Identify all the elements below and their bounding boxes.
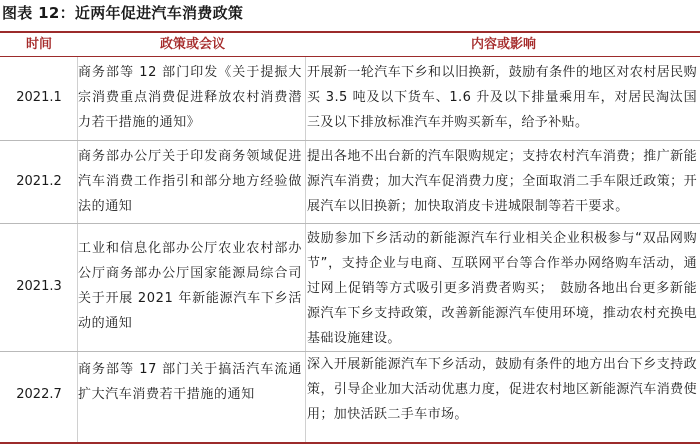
row-content: 开展新一轮汽车下乡和以旧换新，鼓励有条件的地区对农村居民购买 3.5 吨及以下货车、1.6 升及以下排量乘用车，对居民淘汰国三及以下排放标准汽车并购买新车，给予补贴。 xyxy=(307,65,697,130)
header-time: 时间 xyxy=(25,37,52,52)
table-header xyxy=(0,33,700,56)
column-divider xyxy=(305,352,306,442)
row-policy: 工业和信息化部办公厅农业农村部办公厅商务部办公厅国家能源局综合司关于开展 2021 年新能源汽车下乡活动的通知 xyxy=(78,241,302,331)
table-row xyxy=(0,141,700,223)
header-content: 内容或影响 xyxy=(470,37,536,52)
row-policy: 商务部等 12 部门印发《关于提振大宗消费重点消费促进释放农村消费潜力若干措施的通知》 xyxy=(78,65,302,130)
table-row xyxy=(0,352,700,442)
row-policy: 商务部等 17 部门关于搞活汽车流通扩大汽车消费若干措施的通知 xyxy=(78,362,302,402)
row-year: 2021.2 xyxy=(16,174,62,189)
row-content: 鼓励参加下乡活动的新能源汽车行业相关企业积极参与“双品网购节”，支持企业与电商、互联网平台等合作举办网络购车活动，通过网上促销等方式吸引更多消费者购买； 鼓励各地出台更多新能源汽车下乡支持政策，改善新能源汽车使用环境，推动农村充换电基础设施建设。 xyxy=(307,231,697,346)
row-year: 2021.1 xyxy=(16,90,62,105)
table-row xyxy=(0,57,700,140)
figure-title: 图表 12：近两年促进汽车消费政策 xyxy=(2,4,244,22)
row-policy: 商务部办公厅关于印发商务领域促进汽车消费工作指引和部分地方经验做法的通知 xyxy=(78,149,302,214)
row-year: 2021.3 xyxy=(16,279,62,294)
column-divider xyxy=(305,224,306,351)
header-policy: 政策或会议 xyxy=(159,37,225,52)
column-divider xyxy=(305,141,306,223)
column-divider xyxy=(305,57,306,140)
row-content: 提出各地不出台新的汽车限购规定；支持农村汽车消费；推广新能源汽车消费；加大汽车促消费力度；全面取消二手车限迁政策；开展汽车以旧换新；加快取消皮卡进城限制等若干要求。 xyxy=(307,149,697,214)
table-row xyxy=(0,224,700,351)
row-content: 深入开展新能源汽车下乡活动，鼓励有条件的地方出台下乡支持政策，引导企业加大活动优惠力度，促进农村地区新能源汽车消费使用；加快活跃二手车市场。 xyxy=(307,357,697,422)
row-year: 2022.7 xyxy=(16,387,62,402)
table-bottom-rule xyxy=(0,442,700,444)
